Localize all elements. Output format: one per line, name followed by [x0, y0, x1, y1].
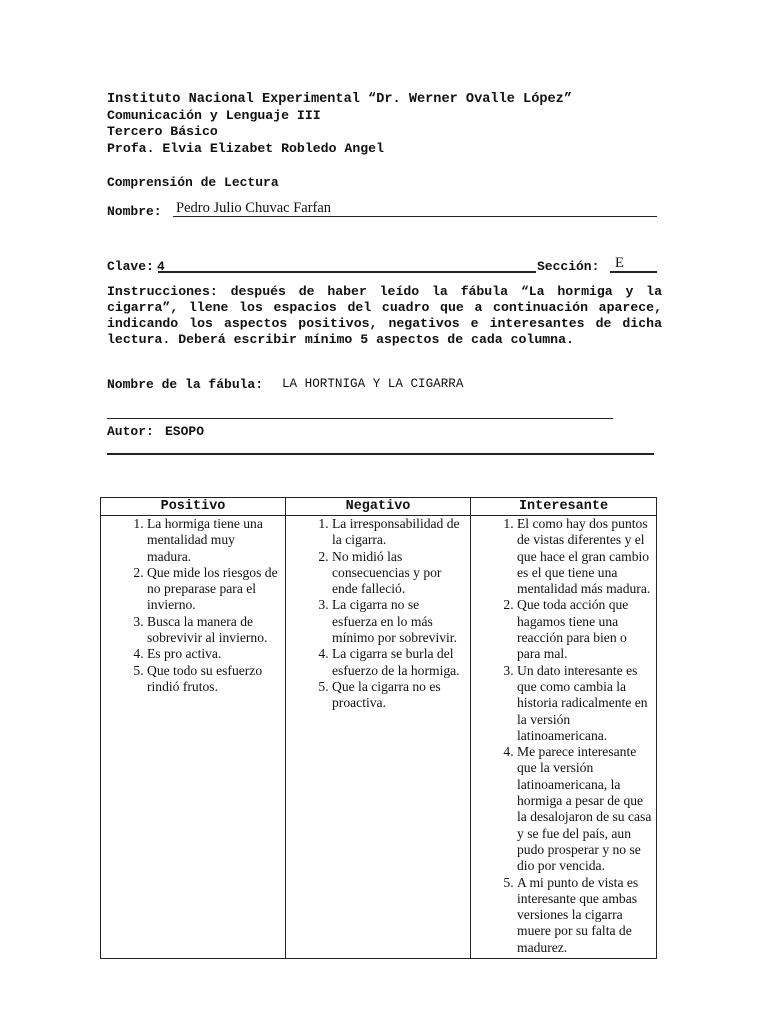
- header-interesante: Interesante: [471, 498, 657, 516]
- author-value[interactable]: ESOPO: [165, 424, 205, 439]
- negativo-cell[interactable]: [286, 516, 471, 959]
- clave-value[interactable]: 4: [157, 259, 165, 274]
- list-item: 4. Es pro activa.: [147, 646, 281, 662]
- negativo-list: [286, 516, 470, 714]
- aspects-table: [100, 497, 657, 959]
- institution-name: Instituto Nacional Experimental “Dr. Werner Ovalle López”: [107, 92, 572, 107]
- list-item: 2. No midió las consecuencias y por ende falleció.: [332, 549, 466, 598]
- list-item: 4. Me parece interesante que la versión latinoamericana, la hormiga a pesar de que la desalojaron de su casa y se fue del país, aun pudo prosperar y no se dio por vencida.: [517, 744, 652, 874]
- author-label: Autor:: [107, 424, 154, 439]
- teacher-name: Profa. Elvia Elizabet Robledo Angel: [107, 140, 384, 156]
- fable-label: Nombre de la fábula:: [107, 377, 264, 392]
- header-negativo: Negativo: [286, 498, 471, 516]
- list-item: 3. La cigarra no se esfuerza en lo más mínimo por sobrevivir.: [332, 597, 466, 646]
- seccion-underline: [610, 271, 657, 273]
- name-underline: [173, 216, 657, 217]
- list-item: 5. Que la cigarra no es proactiva.: [332, 679, 466, 712]
- interesante-list: [471, 516, 656, 958]
- header-positivo: Positivo: [101, 498, 286, 516]
- list-item: 5. A mi punto de vista es interesante que ambas versiones la cigarra muere por su falta de madurez.: [517, 875, 652, 956]
- name-value[interactable]: Pedro Julio Chuvac Farfan: [176, 200, 332, 216]
- seccion-label: Sección:: [537, 259, 600, 274]
- positivo-cell[interactable]: [101, 516, 286, 959]
- instructions-label: Instrucciones:: [107, 284, 218, 299]
- clave-label: Clave:: [107, 259, 154, 274]
- author-underline: [107, 453, 654, 455]
- positivo-list: [101, 516, 285, 697]
- interesante-cell[interactable]: [471, 516, 657, 959]
- list-item: 3. Busca la manera de sobrevivir al invierno.: [147, 614, 281, 647]
- list-item: 1. El como hay dos puntos de vistas diferentes y el que hace el gran cambio es el que tiene una mentalidad más madura.: [517, 516, 652, 597]
- name-label: Nombre:: [107, 204, 162, 219]
- document-header: [107, 92, 572, 157]
- section-title: Comprensión de Lectura: [107, 175, 279, 190]
- instructions: [107, 284, 662, 348]
- table-header-row: [101, 498, 657, 516]
- list-item: 4. La cigarra se burla del esfuerzo de la hormiga.: [332, 646, 466, 679]
- seccion-value[interactable]: E: [615, 255, 624, 271]
- list-item: 2. Que toda acción que hagamos tiene una reacción para bien o para mal.: [517, 597, 652, 662]
- clave-underline: [158, 271, 536, 273]
- instructions-text: después de haber leído la fábula “La hormiga y la cigarra”, llene los espacios del cuadro que a continuación aparece, indicando los aspectos positivos, negativos e interesantes de dicha lectura. Deberá escribir mínimo 5 aspectos de cada columna.: [107, 284, 662, 347]
- list-item: 1. La hormiga tiene una mentalidad muy madura.: [147, 516, 281, 565]
- list-item: 3. Un dato interesante es que como cambia la historia radicalmente en la versión latinoamericana.: [517, 663, 652, 744]
- list-item: 5. Que todo su esfuerzo rindió frutos.: [147, 663, 281, 696]
- course-name: Comunicación y Lenguaje III: [107, 108, 321, 124]
- list-item: 1. La irresponsabilidad de la cigarra.: [332, 516, 466, 549]
- fable-underline: [107, 418, 613, 419]
- grade-level: Tercero Básico: [107, 124, 218, 140]
- table-row: [101, 516, 657, 959]
- fable-value[interactable]: LA HORTNIGA Y LA CIGARRA: [282, 377, 464, 391]
- list-item: 2. Que mide los riesgos de no preparase para el invierno.: [147, 565, 281, 614]
